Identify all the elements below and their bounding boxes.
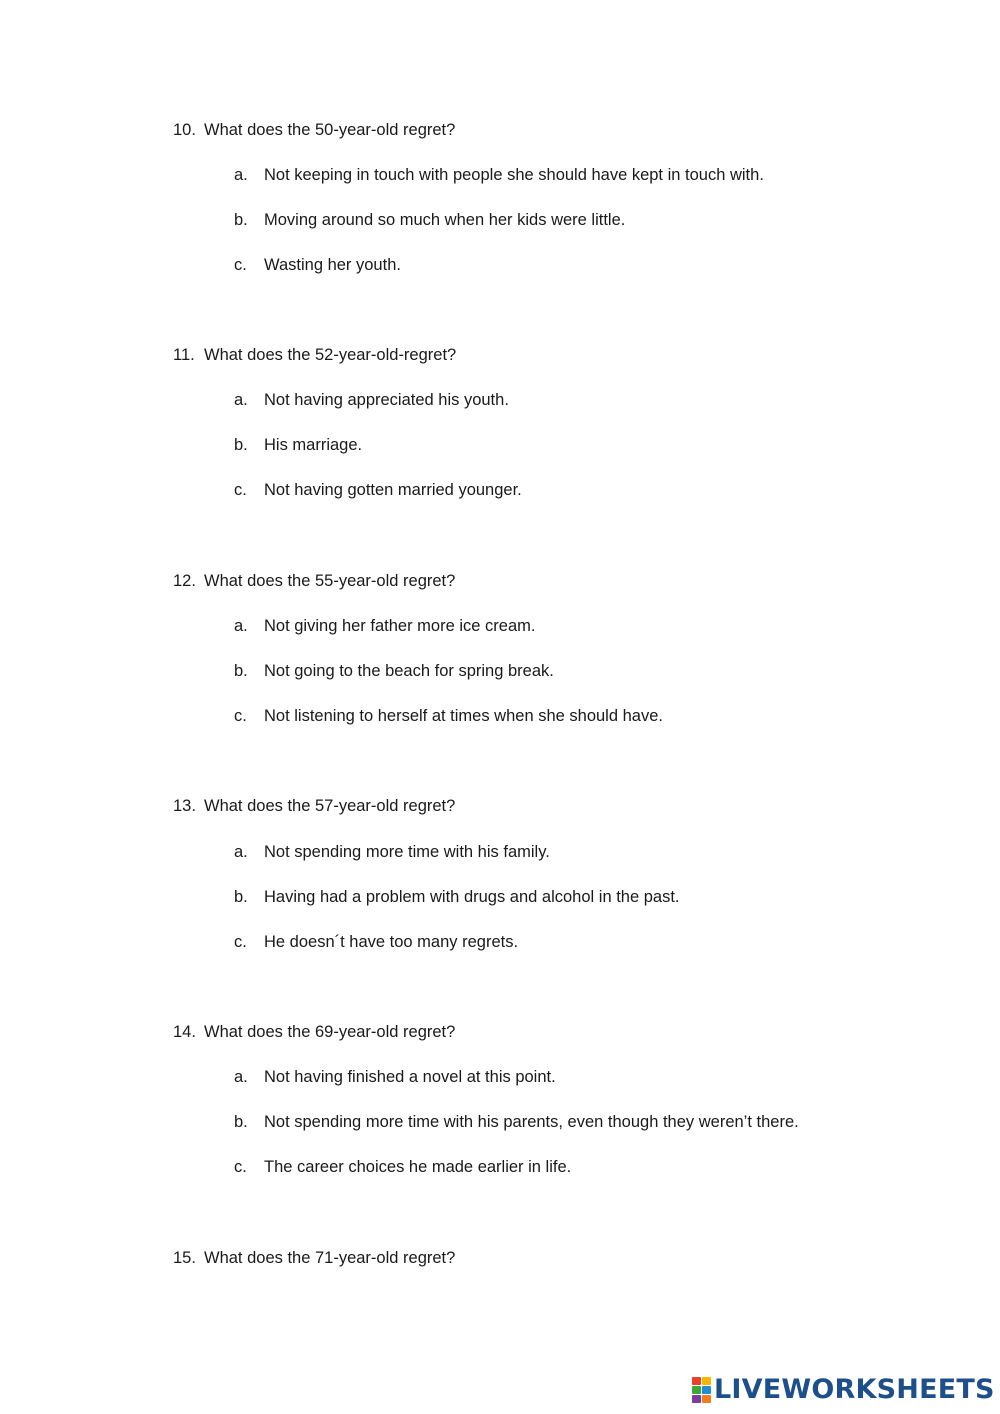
question-15	[0, 1248, 1000, 1268]
option-text: His marriage.	[264, 436, 363, 454]
option-text: Not giving her father more ice cream.	[264, 617, 536, 635]
brand-name: LIVEWORKSHEETS	[714, 1374, 995, 1405]
question-13	[0, 796, 1000, 816]
option-text: Not having gotten married younger.	[264, 481, 522, 499]
option-letter: c.	[234, 481, 247, 499]
option-letter: c.	[234, 707, 247, 725]
logo-tile	[702, 1386, 711, 1394]
question-number: 15.	[173, 1249, 196, 1267]
option-text: Not having appreciated his youth.	[264, 391, 509, 409]
question-number: 14.	[173, 1023, 196, 1041]
option-10a[interactable]	[0, 165, 1000, 185]
option-text: Not spending more time with his parents, even though they weren’t there.	[264, 1113, 799, 1131]
logo-tile	[692, 1377, 701, 1385]
logo-tile	[702, 1377, 711, 1385]
option-text: Moving around so much when her kids were little.	[264, 211, 626, 229]
question-number: 13.	[173, 797, 196, 815]
question-text: What does the 71-year-old regret?	[204, 1249, 456, 1267]
option-letter: c.	[234, 1158, 247, 1176]
question-10	[0, 120, 1000, 140]
option-14a[interactable]	[0, 1067, 1000, 1087]
option-text: Not spending more time with his family.	[264, 843, 550, 861]
question-11	[0, 345, 1000, 365]
option-letter: b.	[234, 436, 248, 454]
question-number: 10.	[173, 121, 196, 139]
logo-tile	[702, 1395, 711, 1403]
option-12b[interactable]	[0, 661, 1000, 681]
option-letter: b.	[234, 1113, 248, 1131]
question-text: What does the 52-year-old-regret?	[204, 346, 457, 364]
question-14	[0, 1022, 1000, 1042]
option-13b[interactable]	[0, 887, 1000, 907]
option-11b[interactable]	[0, 435, 1000, 455]
option-text: The career choices he made earlier in life.	[264, 1158, 572, 1176]
option-11a[interactable]	[0, 390, 1000, 410]
option-letter: a.	[234, 391, 248, 409]
liveworksheets-logo-icon	[692, 1377, 712, 1403]
option-10b[interactable]	[0, 210, 1000, 230]
question-12	[0, 571, 1000, 591]
question-number: 12.	[173, 572, 196, 590]
logo-tile	[692, 1386, 701, 1394]
option-letter: a.	[234, 617, 248, 635]
option-letter: a.	[234, 166, 248, 184]
question-text: What does the 55-year-old regret?	[204, 572, 456, 590]
option-13a[interactable]	[0, 842, 1000, 862]
option-letter: b.	[234, 211, 248, 229]
option-14c[interactable]	[0, 1157, 1000, 1177]
question-number: 11.	[173, 346, 195, 364]
question-text: What does the 50-year-old regret?	[204, 121, 456, 139]
option-letter: c.	[234, 933, 247, 951]
option-text: Not listening to herself at times when she should have.	[264, 707, 663, 725]
option-11c[interactable]	[0, 480, 1000, 500]
question-text: What does the 57-year-old regret?	[204, 797, 456, 815]
option-12c[interactable]	[0, 706, 1000, 726]
option-letter: a.	[234, 843, 248, 861]
option-letter: c.	[234, 256, 247, 274]
option-12a[interactable]	[0, 616, 1000, 636]
option-letter: a.	[234, 1068, 248, 1086]
option-text: He doesn´t have too many regrets.	[264, 933, 519, 951]
option-13c[interactable]	[0, 932, 1000, 952]
logo-tile	[692, 1395, 701, 1403]
option-letter: b.	[234, 888, 248, 906]
option-text: Not going to the beach for spring break.	[264, 662, 554, 680]
option-14b[interactable]	[0, 1112, 1000, 1132]
option-text: Not having finished a novel at this point.	[264, 1068, 556, 1086]
option-10c[interactable]	[0, 255, 1000, 275]
liveworksheets-brand	[692, 1374, 995, 1406]
option-letter: b.	[234, 662, 248, 680]
option-text: Wasting her youth.	[264, 256, 401, 274]
question-text: What does the 69-year-old regret?	[204, 1023, 456, 1041]
option-text: Not keeping in touch with people she should have kept in touch with.	[264, 166, 764, 184]
option-text: Having had a problem with drugs and alcohol in the past.	[264, 888, 680, 906]
